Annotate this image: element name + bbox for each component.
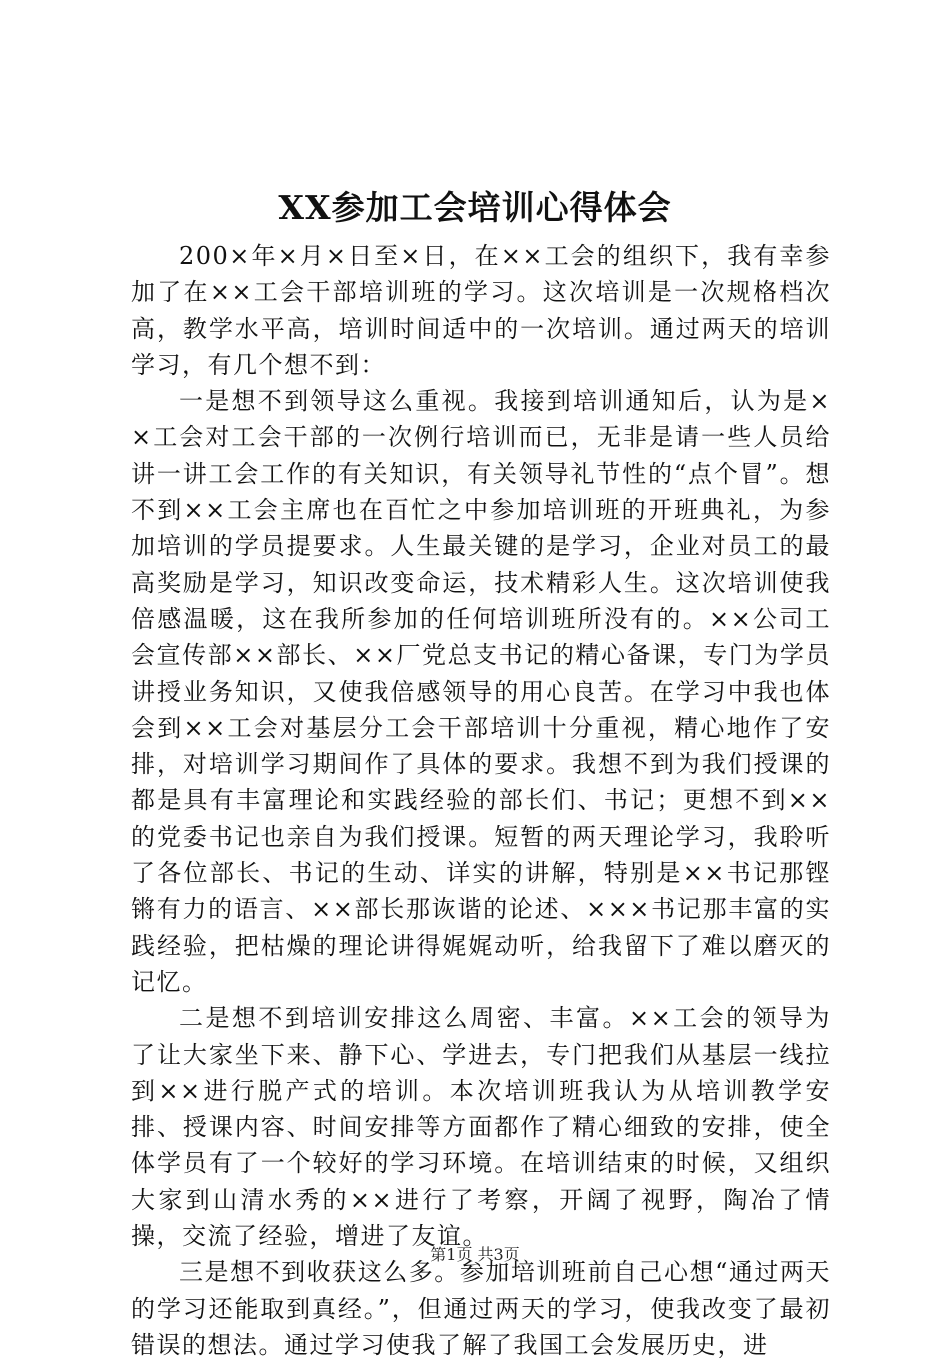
paragraph-point-two: 二是想不到培训安排这么周密、丰富。××工会的领导为了让大家坐下来、静下心、学进去，专门把我们从基层一线拉到××进行脱产式的培训。本次培训班我认为从培训教学安排、授课内容、时间安排等方面都作了精心细致的安排，使全体学员有了一个较好的学习环境。在培训结束的时候，又组织大家到山清水秀的××进行了考察，开阔了视野，陶冶了情操，交流了经验，增进了友谊。 xyxy=(131,1004,831,1251)
paragraph-point-three: 三是想不到收获这么多。参加培训班前自己心想“通过两天的学习还能取到真经。”，但通过两天的学习，使我改变了最初错误的想法。通过学习使我了解了我国工会发展历史，进 xyxy=(131,1258,831,1359)
page-number-footer: 第1页 共3页 xyxy=(430,1245,520,1264)
paragraph-intro: 200×年×月×日至×日，在××工会的组织下，我有幸参加了在××工会干部培训班的学习。这次培训是一次规格档次高，教学水平高，培训时间适中的一次培训。通过两天的培训学习，有几个想不到： xyxy=(131,242,831,379)
paragraph-point-one: 一是想不到领导这么重视。我接到培训通知后，认为是××工会对工会干部的一次例行培训而已，无非是请一些人员给讲一讲工会工作的有关知识，有关领导礼节性的“点个冒”。想不到××工会主席也在百忙之中参加培训班的开班典礼，为参加培训的学员提要求。人生最关键的是学习，企业对员工的最高奖励是学习，知识改变命运，技术精彩人生。这次培训使我倍感温暖，这在我所参加的任何培训班所没有的。××公司工会宣传部××部长、××厂党总支书记的精心备课，专门为学员讲授业务知识，又使我倍感领导的用心良苦。在学习中我也体会到××工会对基层分工会干部培训十分重视，精心地作了安排，对培训学习期间作了具体的要求。我想不到为我们授课的都是具有丰富理论和实践经验的部长们、书记；更想不到××的党委书记也亲自为我们授课。短暂的两天理论学习，我聆听了各位部长、书记的生动、详实的讲解，特别是××书记那铿锵有力的语言、××部长那诙谐的论述、×××书记那丰富的实践经验，把枯燥的理论讲得娓娓动听，给我留下了难以磨灭的记忆。 xyxy=(131,387,831,996)
page-title: XX参加工会培训心得体会 xyxy=(278,188,672,227)
document-body xyxy=(131,238,831,1363)
